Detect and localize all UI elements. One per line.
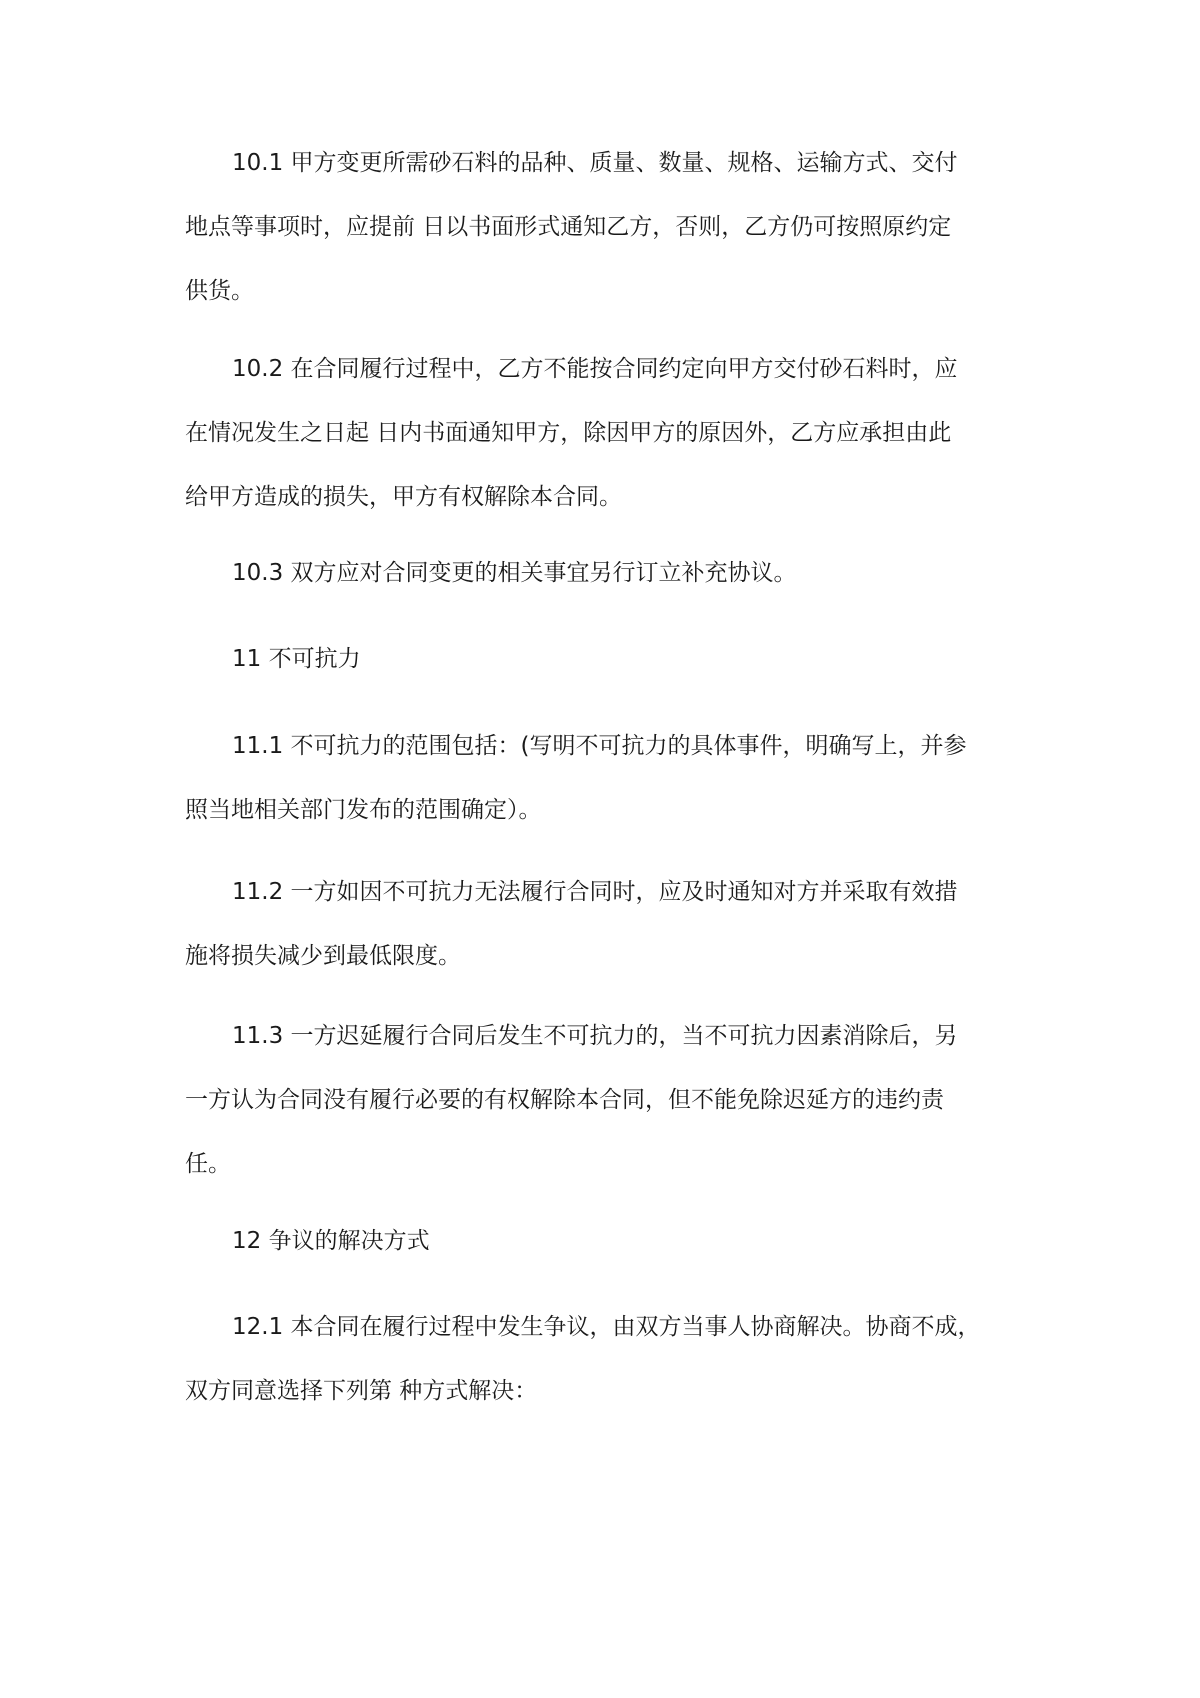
text-line: 10.3 双方应对合同变更的相关事宜另行订立补充协议。 [232,560,797,586]
section-heading-text: 12 争议的解决方式 [232,1228,430,1254]
text-line: 任。 [185,1151,231,1177]
text-line: 照当地相关部门发布的范围确定）。 [185,797,542,823]
paragraph-10-3 [185,541,1005,605]
text-line: 地点等事项时，应提前 日以书面形式通知乙方，否则，乙方仍可按照原约定 [185,214,952,240]
text-line: 10.2 在合同履行过程中，乙方不能按合同约定向甲方交付砂石料时，应 [232,356,958,382]
section-heading-12 [185,1209,1005,1273]
paragraph-10-1 [185,131,1005,323]
text-line: 11.2 一方如因不可抗力无法履行合同时，应及时通知对方并采取有效措 [232,879,958,905]
text-line: 供货。 [185,278,254,304]
text-line: 施将损失减少到最低限度。 [185,943,461,969]
text-line: 11.3 一方迟延履行合同后发生不可抗力的，当不可抗力因素消除后，另 [232,1023,958,1049]
text-line: 在情况发生之日起 日内书面通知甲方，除因甲方的原因外，乙方应承担由此 [185,420,952,446]
text-line: 10.1 甲方变更所需砂石料的品种、质量、数量、规格、运输方式、交付 [232,150,958,176]
section-heading-11 [185,627,1005,691]
text-line: 双方同意选择下列第 种方式解决： [185,1378,538,1404]
paragraph-11-2 [185,860,1005,988]
text-line: 11.1 不可抗力的范围包括：(写明不可抗力的具体事件，明确写上，并参 [232,733,967,759]
paragraph-12-1 [185,1295,1005,1423]
paragraph-10-2 [185,337,1005,529]
text-line: 给甲方造成的损失，甲方有权解除本合同。 [185,484,622,510]
paragraph-11-3 [185,1004,1005,1196]
text-line: 一方认为合同没有履行必要的有权解除本合同，但不能免除迟延方的违约责 [185,1087,944,1113]
text-line: 12.1 本合同在履行过程中发生争议，由双方当事人协商解决。协商不成， [232,1314,981,1340]
section-heading-text: 11 不可抗力 [232,646,361,672]
paragraph-11-1 [185,714,1005,842]
